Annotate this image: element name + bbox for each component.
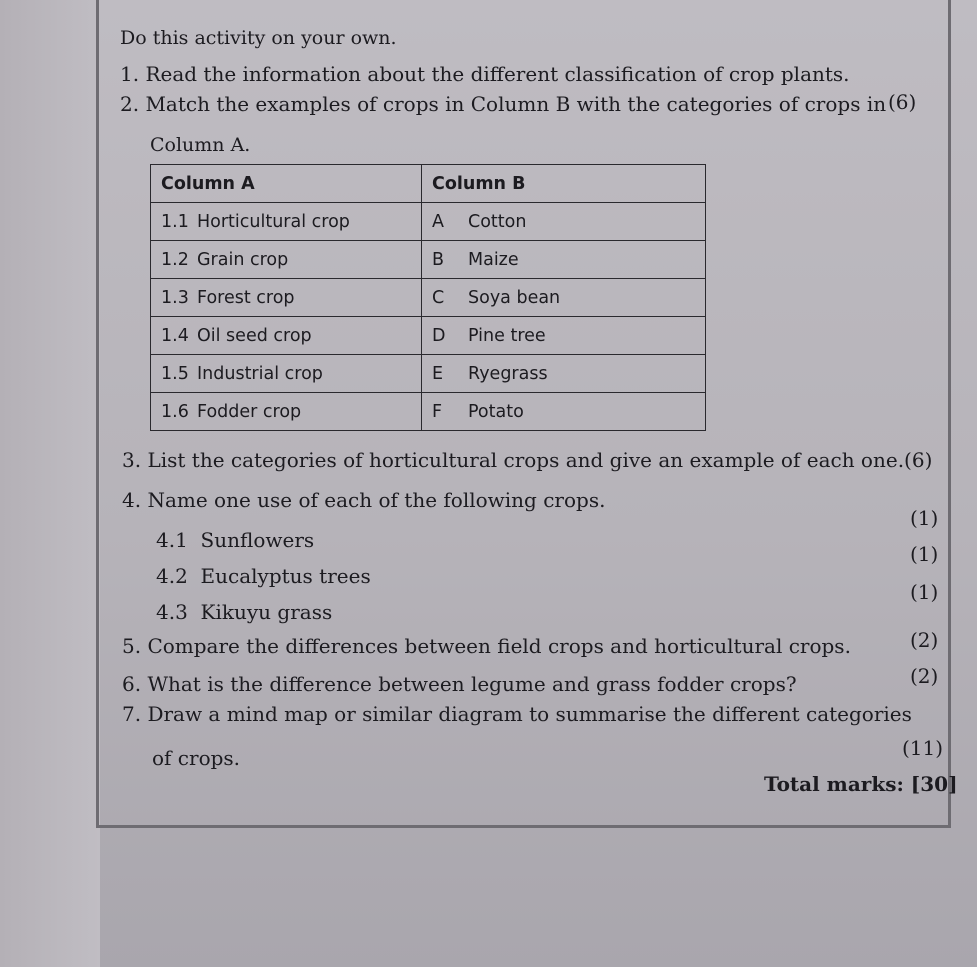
question-3: 3. List the categories of horticultural crops and give an example of each one.(6) [122, 448, 933, 472]
category-text: Fodder crop [197, 401, 302, 422]
example-text: Ryegrass [468, 363, 548, 384]
question-2-marks: (6) [888, 90, 917, 114]
example-text: Soya bean [468, 287, 561, 308]
table-row [151, 203, 706, 241]
matching-table-area [150, 120, 706, 438]
intro-text: Do this activity on your own. [120, 27, 397, 49]
category-text: Grain crop [197, 249, 289, 270]
category-text: Industrial crop [197, 363, 323, 384]
question-4-3-marks: (1) [910, 580, 939, 604]
table-header-row [151, 165, 706, 203]
row-number: 1.3 [161, 287, 189, 308]
example-code: C [432, 287, 445, 308]
table-row [151, 393, 706, 431]
question-6-marks: (2) [910, 664, 939, 688]
total-marks: Total marks: [30] [764, 772, 958, 796]
column-a-header: Column A [151, 165, 422, 203]
example-text: Cotton [468, 211, 527, 232]
question-6: 6. What is the difference between legume and grass fodder crops? [122, 672, 797, 696]
table-row [151, 279, 706, 317]
question-4-3: 4.3 Kikuyu grass [156, 600, 333, 624]
category-text: Horticultural crop [197, 211, 350, 232]
question-1: 1. Read the information about the different classification of crop plants. [120, 62, 850, 86]
matching-table [150, 164, 706, 431]
question-4-2: 4.2 Eucalyptus trees [156, 564, 371, 588]
example-code: A [432, 211, 444, 232]
example-text: Maize [468, 249, 519, 270]
question-5-marks: (2) [910, 628, 939, 652]
example-text: Pine tree [468, 325, 546, 346]
question-4-1: 4.1 Sunflowers [156, 528, 315, 552]
example-code: D [432, 325, 446, 346]
question-5: 5. Compare the differences between field crops and horticultural crops. [122, 634, 851, 658]
question-4: 4. Name one use of each of the following crops. [122, 488, 606, 512]
table-row [151, 355, 706, 393]
table-row [151, 317, 706, 355]
question-4-2-marks: (1) [910, 542, 939, 566]
question-4-1-marks: (1) [910, 506, 939, 530]
question-7: 7. Draw a mind map or similar diagram to summarise the different categories [122, 702, 912, 726]
table-caption: Column A. [150, 134, 251, 156]
row-number: 1.6 [161, 401, 189, 422]
category-text: Forest crop [197, 287, 295, 308]
example-code: B [432, 249, 445, 270]
example-text: Potato [468, 401, 524, 422]
category-text: Oil seed crop [197, 325, 312, 346]
question-7-marks: (11) [902, 736, 944, 760]
table-row [151, 241, 706, 279]
row-number: 1.1 [161, 211, 189, 232]
row-number: 1.2 [161, 249, 189, 270]
question-2: 2. Match the examples of crops in Column B with the categories of crops in [120, 92, 887, 116]
row-number: 1.5 [161, 363, 189, 384]
example-code: E [432, 363, 444, 384]
example-code: F [432, 401, 443, 422]
page-edge [0, 0, 100, 967]
row-number: 1.4 [161, 325, 189, 346]
question-7-continued: of crops. [152, 746, 241, 770]
column-b-header: Column B [422, 165, 706, 203]
